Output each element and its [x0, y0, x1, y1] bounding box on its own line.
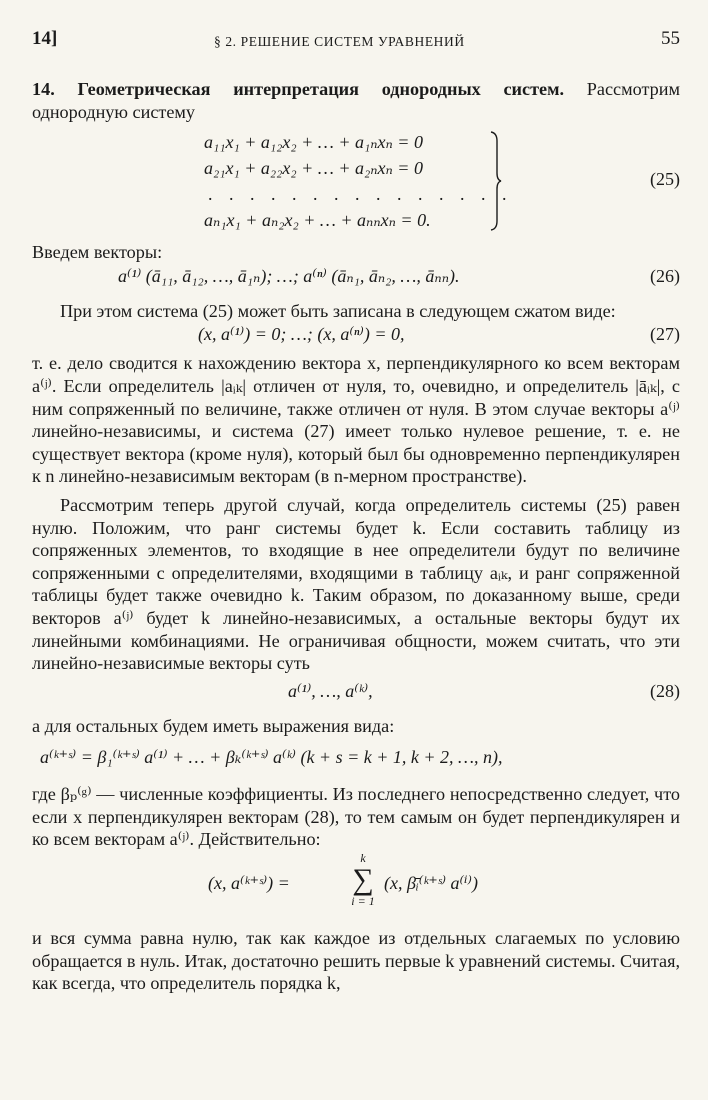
intro-text: Рассмотрим однородную систему	[32, 79, 680, 122]
sigma-icon: ∑	[352, 863, 374, 897]
equation-expr: a⁽ᵏ⁺ˢ⁾ = β₁⁽ᵏ⁺ˢ⁾ a⁽¹⁾ + … + βₖ⁽ᵏ⁺ˢ⁾ a⁽ᵏ⁾ (k + s = k + 1, k + 2, …, n),	[40, 747, 503, 768]
equation-26	[32, 264, 680, 294]
system-row: a₂₁x₁ + a₂₂x₂ + … + a₂ₙxₙ = 0	[204, 158, 423, 179]
system-dots: . . . . . . . . . . . . . . .	[208, 184, 513, 205]
section-title: 14. Геометрическая интерпретация однородных систем.	[32, 79, 565, 99]
vectors-intro: Введем векторы:	[32, 242, 163, 263]
paragraph: и вся сумма равна нулю, так как каждое из отдельных слагаемых по условию обращается в нуль. Итак, достаточно решить первые k уравнений системы. Считая, как всегда, что определитель порядка k,	[32, 928, 680, 994]
sum-rhs: (x, β̄ᵢ⁽ᵏ⁺ˢ⁾ a⁽ⁱ⁾)	[384, 873, 478, 894]
section-intro	[32, 78, 680, 123]
sum-lower: i = 1	[351, 894, 375, 909]
paragraph: При этом система (25) может быть записана в следующем сжатом виде:	[60, 300, 616, 321]
equation-expr: (x, a⁽¹⁾) = 0; …; (x, a⁽ⁿ⁾) = 0,	[198, 324, 405, 345]
book-page	[32, 28, 680, 995]
system-row: a₁₁x₁ + a₁₂x₂ + … + a₁ₙxₙ = 0	[204, 132, 423, 153]
sum-lhs: (x, a⁽ᵏ⁺ˢ⁾) =	[208, 873, 290, 894]
equation-expr: a⁽¹⁾ (ā₁₁, ā₁₂, …, ā₁ₙ); …; a⁽ⁿ⁾ (āₙ₁, āₙ₂, …, āₙₙ).	[118, 265, 460, 286]
equation-combination	[32, 737, 680, 777]
equation-label: (25)	[650, 169, 680, 190]
section-ref: 14]	[32, 28, 58, 49]
paragraph: т. е. дело сводится к нахождению вектора x, перпендикулярного ко всем векторам a⁽ʲ⁾. Если определитель |aᵢₖ| отличен от нуля, то, очевидно, и определитель |āᵢₖ|, с ним сопряженный по величине, также отличен от нуля. В этом случае векторы a⁽ʲ⁾ линейно-независимы, и система (27) имеет только нулевое решение, т. е. не существует вектора (кроме нуля), который был бы одновременно перпендикулярен к n линейно-независимым векторам (в n-мерном пространстве).	[32, 353, 680, 487]
right-brace-icon	[490, 131, 502, 231]
equation-27	[32, 322, 680, 352]
running-head	[32, 28, 680, 60]
page-number: 55	[661, 28, 680, 49]
equation-label: (27)	[650, 324, 680, 345]
paragraph: где βₚ⁽ᵍ⁾ — численные коэффициенты. Из последнего непосредственно следует, что если x перпендикулярен векторам (28), то тем самым он будет перпендикулярен и ко всем векторам a⁽ʲ⁾. Действительно:	[32, 784, 680, 850]
equation-28	[32, 675, 680, 709]
equation-label: (28)	[650, 680, 680, 701]
paragraph: а для остальных будем иметь выражения вида:	[32, 715, 395, 736]
equation-sum	[32, 851, 680, 927]
sum-upper: k	[360, 851, 366, 866]
paragraph: Рассмотрим теперь другой случай, когда определитель системы (25) равен нулю. Положим, что ранг системы будет k. Если составить таблицу из сопряженных элементов, то входящие в нее определители будут по величине сопряженными с определителями, входящими в таблицу aᵢₖ, и ранг сопряженной таблицы будет также очевидно k. Таким образом, по доказанному выше, среди векторов a⁽ʲ⁾ будет k линейно-независимых, а остальные векторы будут их линейными комбинациями. Не ограничивая общности, можем считать, что эти линейно-независимые векторы суть	[32, 494, 680, 674]
running-title: § 2. РЕШЕНИЕ СИСТЕМ УРАВНЕНИЙ	[214, 34, 465, 49]
equation-label: (26)	[650, 265, 680, 286]
equation-system-25	[32, 129, 680, 237]
equation-expr: a⁽¹⁾, …, a⁽ᵏ⁾,	[288, 680, 373, 701]
system-row: aₙ₁x₁ + aₙ₂x₂ + … + aₙₙxₙ = 0.	[204, 210, 431, 231]
sum-operator	[348, 851, 378, 909]
